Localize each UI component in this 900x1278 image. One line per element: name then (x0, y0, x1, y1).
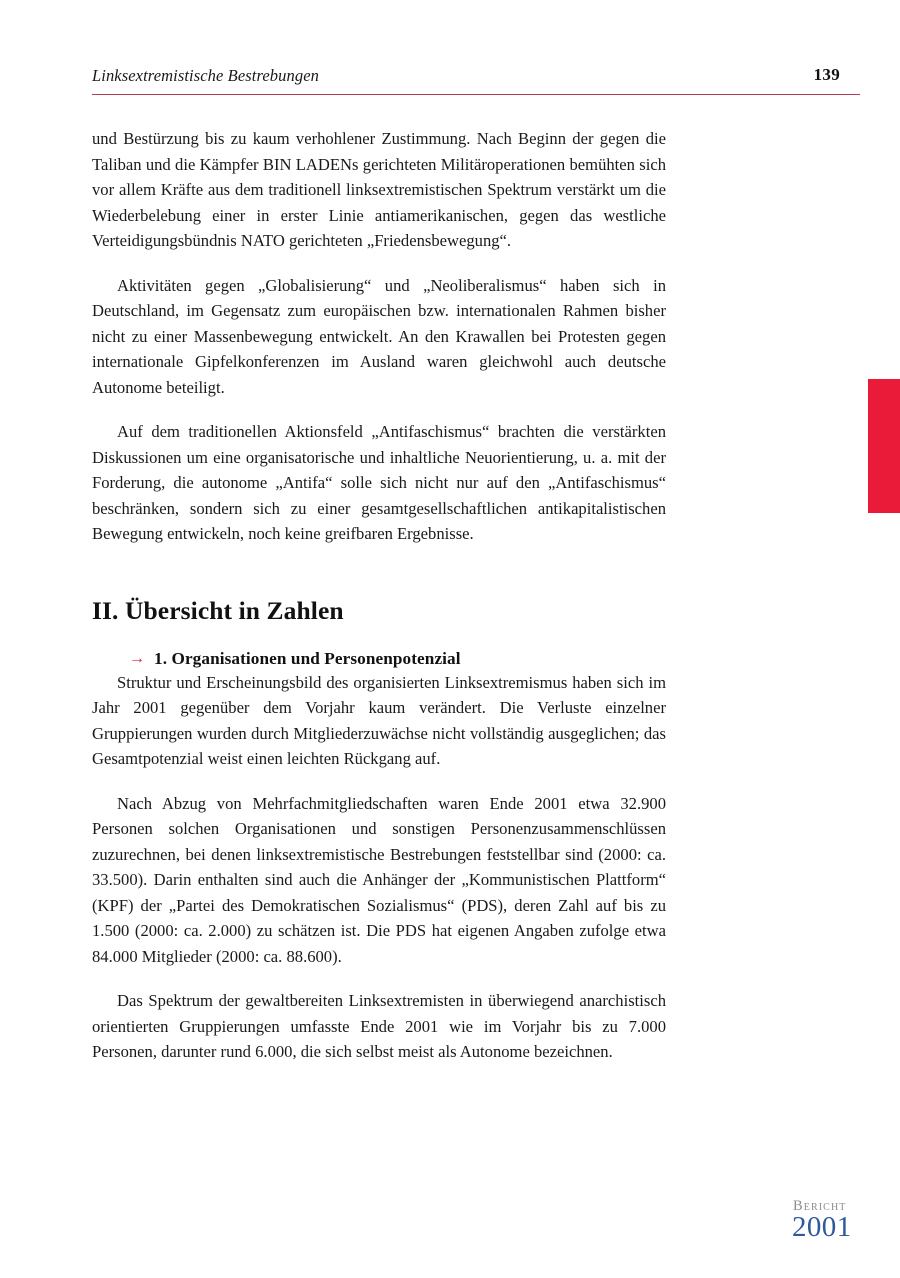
paragraph: Aktivitäten gegen „Globalisierung“ und „Neoliberalismus“ haben sich in Deutschland, im Gegensatz zum europäischen bzw. internationalen Rahmen bisher nicht zu einer Massenbewegung entwickelt. An den Krawallen bei Protesten gegen internationale Gipfelkonferenzen im Ausland waren gleichwohl auch deutsche Autonome beteiligt. (92, 275, 666, 397)
header-chapter-title: Linksextremistische Bestrebungen (92, 66, 319, 85)
paragraph: und Bestürzung bis zu kaum verhohlener Zustimmung. Nach Beginn der gegen die Taliban und die Kämpfer BIN LADENs gerichteten Militäroperationen bemühten sich vor allem Kräfte aus dem traditionell linksextremistischen Spektrum verstärkt um die Wiederbelebung einer in erster Linie antiamerikanischen, gegen das westliche Verteidigungsbündnis NATO gerichteten „Friedensbewegung“. (92, 129, 666, 250)
subsection-heading-block (92, 648, 666, 670)
running-header (92, 66, 860, 96)
logo-wordmark: Bericht (793, 1198, 847, 1214)
paragraph: Das Spektrum der gewaltbereiten Linksextremisten in überwiegend anarchistisch orientierten Gruppierungen umfasste Ende 2001 wie im Vorjahr bis zu 7.000 Personen, darunter rund 6.000, die sich selbst meist als Autonome bezeichnen. (92, 991, 666, 1061)
header-rule (92, 94, 860, 95)
subsection-heading: 1. Organisationen und Personenpotenzial (154, 648, 461, 668)
paragraph: Auf dem traditionellen Aktionsfeld „Antifaschismus“ brachten die verstärkten Diskussionen um eine organisatorische und inhaltliche Neuorientierung, u. a. mit der Forderung, die autonome „Antifa“ solle sich nicht nur auf den „Antifaschismus“ beschränken, sondern sich zu einer gesamtgesellschaftlichen antikapitalistischen Bewegung entwickeln, noch keine greifbaren Ergebnisse. (92, 422, 666, 543)
arrow-right-icon: → (129, 649, 145, 667)
report-logo (792, 1198, 882, 1242)
logo-year: 2001 (792, 1211, 852, 1243)
section-heading: II. Übersicht in Zahlen (92, 595, 344, 625)
page-number: 139 (813, 65, 840, 84)
section-edge-tab (868, 379, 900, 513)
paragraph: Nach Abzug von Mehrfachmitgliedschaften waren Ende 2001 etwa 32.900 Personen solchen Organisationen und sonstigen Personenzusammenschlüssen zuzurechnen, bei denen linksextremistische Bestrebungen feststellbar sind (2000: ca. 33.500). Darin enthalten sind auch die Anhänger der „Kommunistischen Plattform“ (KPF) der „Partei des Demokratischen Sozialismus“ (PDS), deren Zahl auf bis zu 1.500 (2000: ca. 2.000) zu schätzen ist. Die PDS hat eigenen Angaben zufolge etwa 84.000 Mitglieder (2000: ca. 88.600). (92, 793, 666, 966)
section-heading-block (92, 596, 666, 626)
paragraph: Struktur und Erscheinungsbild des organisierten Linksextremismus haben sich im Jahr 2001 gegenüber dem Vorjahr kaum verändert. Die Verluste einzelner Gruppierungen wurden durch Mitgliederzuwächse nicht vollständig ausgeglichen; das Gesamtpotenzial weist einen leichten Rückgang auf. (92, 672, 666, 768)
text-column (92, 126, 666, 1065)
